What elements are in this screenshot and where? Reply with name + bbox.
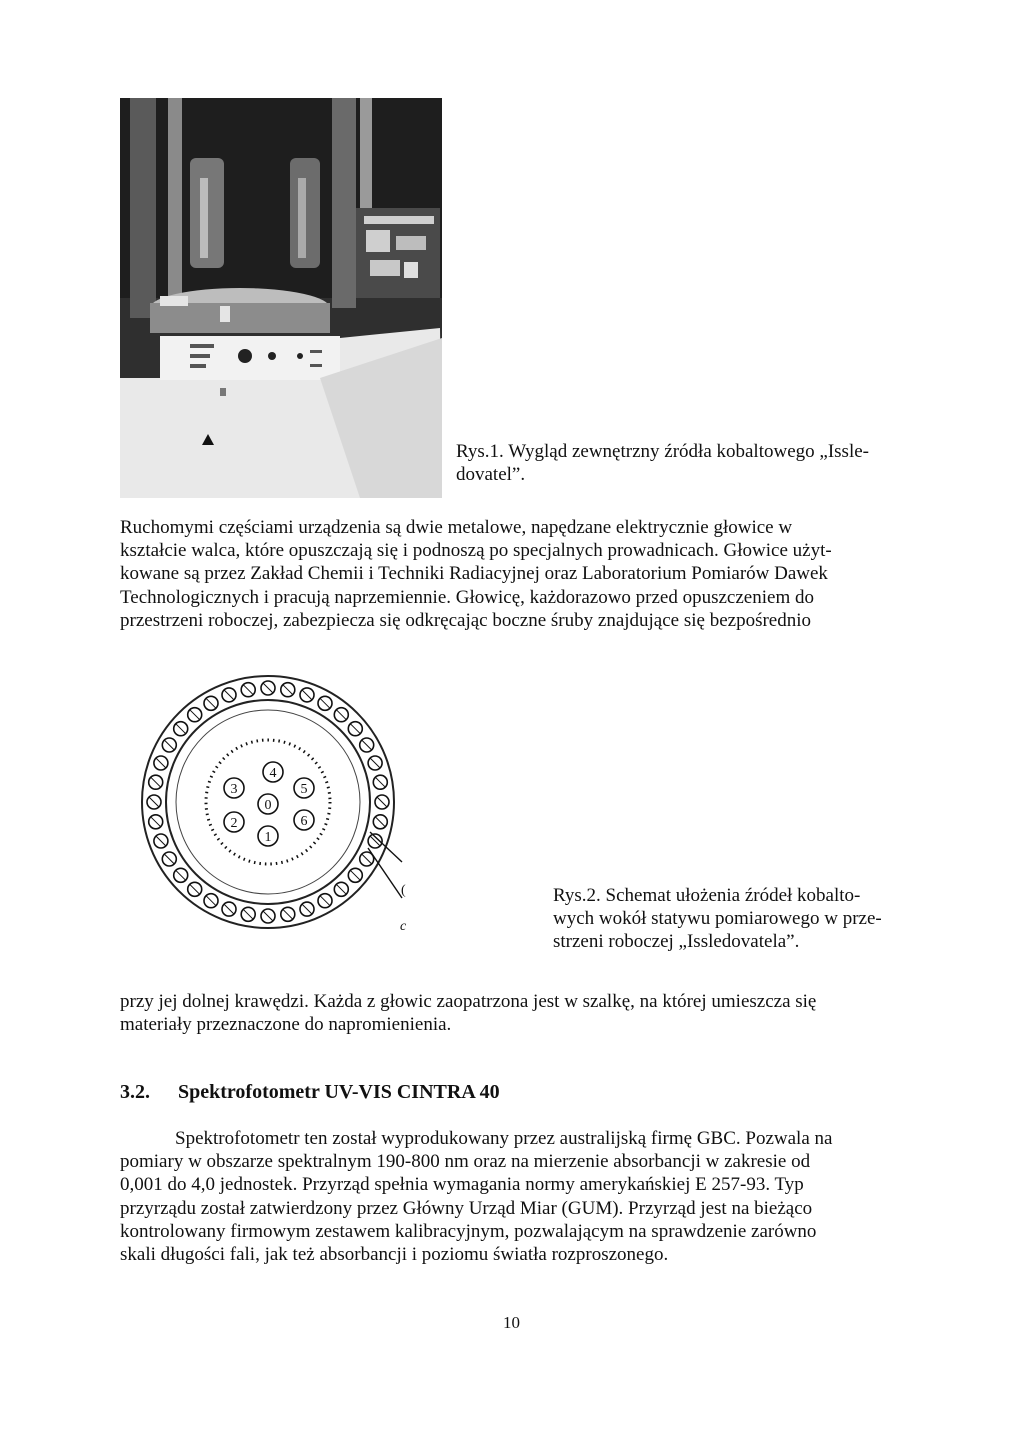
paragraph-line: Ruchomymi częściami urządzenia są dwie metalowe, napędzane elektrycznie głowice w xyxy=(120,517,793,538)
section-heading xyxy=(120,1080,500,1104)
paragraph-line: skali długości fali, jak też absorbancji i poziomu światła rozproszonego. xyxy=(120,1244,669,1266)
paragraph-line: Technologicznych i pracują naprzemiennie. Głowicę, każdorazowo przed opuszczeniem do xyxy=(120,586,814,608)
paragraph-line: 0,001 do 4,0 jednostek. Przyrząd spełnia wymagania normy amerykańskiej E 257-93. Typ xyxy=(120,1174,804,1196)
position-label-4: 4 xyxy=(269,766,277,781)
cobalt-source-photo-drawing xyxy=(120,98,442,498)
figure1-caption-line: Rys.1. Wygląd zewnętrzny źródła kobaltowego „Issle- xyxy=(456,441,869,462)
position-label-5: 5 xyxy=(300,782,308,797)
figure1-caption xyxy=(456,440,869,486)
paragraph-2 xyxy=(120,990,898,1036)
figure2-caption-line: Rys.2. Schemat ułożenia źródeł kobalto- xyxy=(553,885,861,906)
position-label-1: 1 xyxy=(264,830,272,845)
paragraph-line: kowane są przez Zakład Chemii i Techniki Radiacyjnej oraz Laboratorium Pomiarów Dawek xyxy=(120,563,828,585)
paragraph-line: przy jej dolnej krawędzi. Każda z głowic zaopatrzona jest w szalkę, na której umieszcza się xyxy=(120,991,817,1012)
paragraph-3 xyxy=(120,1127,898,1266)
position-label-0: 0 xyxy=(264,798,272,813)
paragraph-line: przestrzeni roboczej, zabezpiecza się odkręcając boczne śruby znajdujące się bezpośrednio xyxy=(120,609,812,631)
side-label-2: c xyxy=(400,919,407,934)
figure2-caption xyxy=(553,884,882,953)
paragraph-line: przyrządu został zatwierdzony przez Główny Urząd Miar (GUM). Przyrząd jest na bieżąco xyxy=(120,1197,813,1219)
figure1-caption-line: dovatel”. xyxy=(456,464,526,485)
side-label-1: ( xyxy=(401,883,406,898)
paragraph-line: Spektrofotometr ten został wyprodukowany przez australijską firmę GBC. Pozwala na xyxy=(175,1128,833,1149)
cobalt-source-photo xyxy=(120,98,442,498)
paragraph-line: kontrolowany firmowym zestawem kalibracyjnym, pozwalającym na sprawdzenie zarówno xyxy=(120,1220,817,1242)
section-number: 3.2. xyxy=(120,1081,150,1103)
paragraph-line: pomiary w obszarze spektralnym 190-800 nm oraz na mierzenie absorbancji w zakresie od xyxy=(120,1151,811,1173)
position-label-2: 2 xyxy=(230,816,238,831)
source-layout-diagram-svg xyxy=(120,662,410,962)
figure2-caption-line: wych wokół statywu pomiarowego w prze- xyxy=(553,908,882,929)
source-layout-diagram xyxy=(120,662,410,962)
position-label-6: 6 xyxy=(300,814,308,829)
section-title: Spektrofotometr UV-VIS CINTRA 40 xyxy=(178,1081,500,1103)
paragraph-line: kształcie walca, które opuszczają się i podnoszą po specjalnych prowadnicach. Głowice użyt- xyxy=(120,540,832,562)
paragraph-line: materiały przeznaczone do napromienienia. xyxy=(120,1014,452,1036)
position-label-3: 3 xyxy=(230,782,238,797)
figure2-caption-line: strzeni roboczej „Issledovatela”. xyxy=(553,931,800,952)
paragraph-1 xyxy=(120,516,898,632)
page-number: 10 xyxy=(503,1313,520,1332)
